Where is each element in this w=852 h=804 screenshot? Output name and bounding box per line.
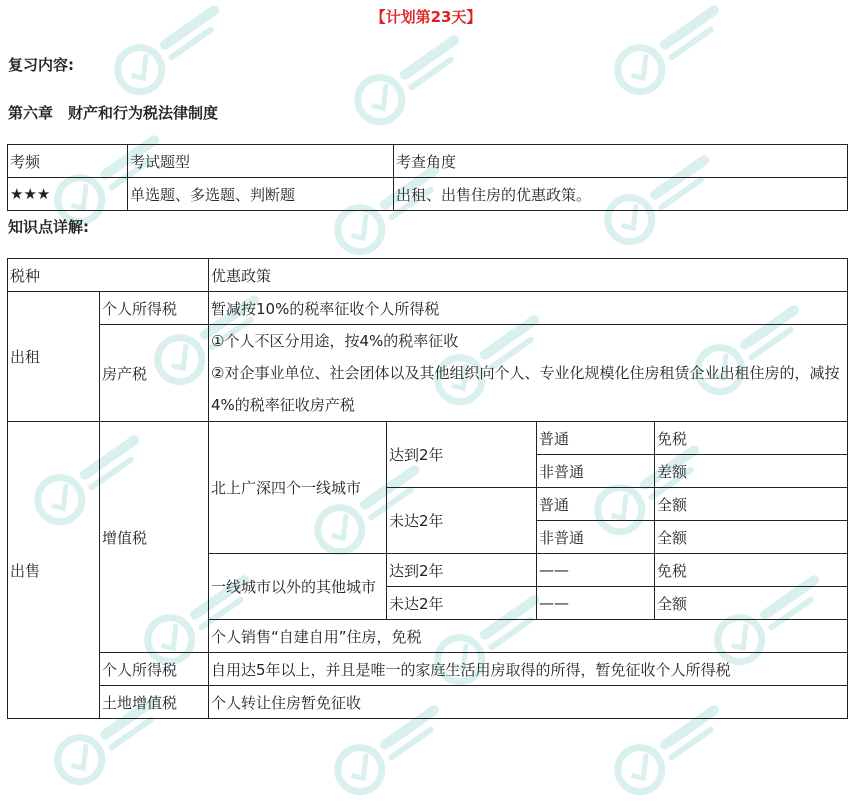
sale-category: 出售: [8, 422, 100, 719]
property-policy-1: ①个人不区分用途，按4%的税率征收: [211, 332, 459, 350]
rent-property-tax-label: 房产税: [100, 325, 209, 422]
exam-angle: 出租、出售住房的优惠政策。: [394, 178, 848, 211]
vat-label: 增值税: [100, 422, 209, 653]
sale-iit-label: 个人所得税: [100, 653, 209, 686]
result-exempt: 免税: [655, 422, 848, 455]
tier1-not-reached-2y: 未达2年: [387, 488, 537, 554]
other-reached-2y: 达到2年: [387, 554, 537, 587]
result-full: 全额: [655, 488, 848, 521]
self-built-policy: 个人销售“自建自用”住房，免税: [209, 620, 848, 653]
housing-normal: 普通: [537, 422, 655, 455]
other-cities: 一线城市以外的其他城市: [209, 554, 387, 620]
result-full: 全额: [655, 587, 848, 620]
header-tax-type: 税种: [8, 259, 209, 292]
tier1-reached-2y: 达到2年: [387, 422, 537, 488]
watermark-logo: [340, 20, 490, 134]
question-types: 单选题、多选题、判断题: [128, 178, 394, 211]
detail-heading: 知识点详解:: [8, 218, 89, 236]
housing-nonnormal: 非普通: [537, 521, 655, 554]
chapter-title: 第六章 财产和行为税法律制度: [8, 104, 219, 122]
tier1-cities: 北上广深四个一线城市: [209, 422, 387, 554]
dash-cell: ——: [537, 587, 655, 620]
header-policy: 优惠政策: [209, 259, 848, 292]
dash-cell: ——: [537, 554, 655, 587]
rent-iit-policy: 暂减按10%的税率征收个人所得税: [209, 292, 848, 325]
land-vat-policy: 个人转让住房暂免征收: [209, 686, 848, 719]
result-exempt: 免税: [655, 554, 848, 587]
housing-normal: 普通: [537, 488, 655, 521]
plan-title: 【计划第23天】: [370, 8, 482, 26]
property-policy-2: ②对企事业单位、社会团体以及其他组织向个人、专业化规模化住房租赁企业出租住房的，减按4%的税率征收房产税: [211, 364, 840, 414]
header-angle: 考查角度: [394, 145, 848, 178]
sale-iit-policy: 自用达5年以上，并且是唯一的家庭生活用房取得的所得，暂免征收个人所得税: [209, 653, 848, 686]
review-heading: 复习内容:: [8, 56, 74, 74]
rent-iit-label: 个人所得税: [100, 292, 209, 325]
overview-table: [7, 144, 848, 211]
detail-table: [7, 258, 848, 719]
header-question-type: 考试题型: [128, 145, 394, 178]
housing-nonnormal: 非普通: [537, 455, 655, 488]
other-not-reached-2y: 未达2年: [387, 587, 537, 620]
rent-category: 出租: [8, 292, 100, 422]
frequency-stars: ★★★: [8, 178, 128, 211]
header-frequency: 考频: [8, 145, 128, 178]
result-difference: 差额: [655, 455, 848, 488]
land-vat-label: 土地增值税: [100, 686, 209, 719]
rent-property-tax-policy: [209, 325, 848, 422]
result-full: 全额: [655, 521, 848, 554]
